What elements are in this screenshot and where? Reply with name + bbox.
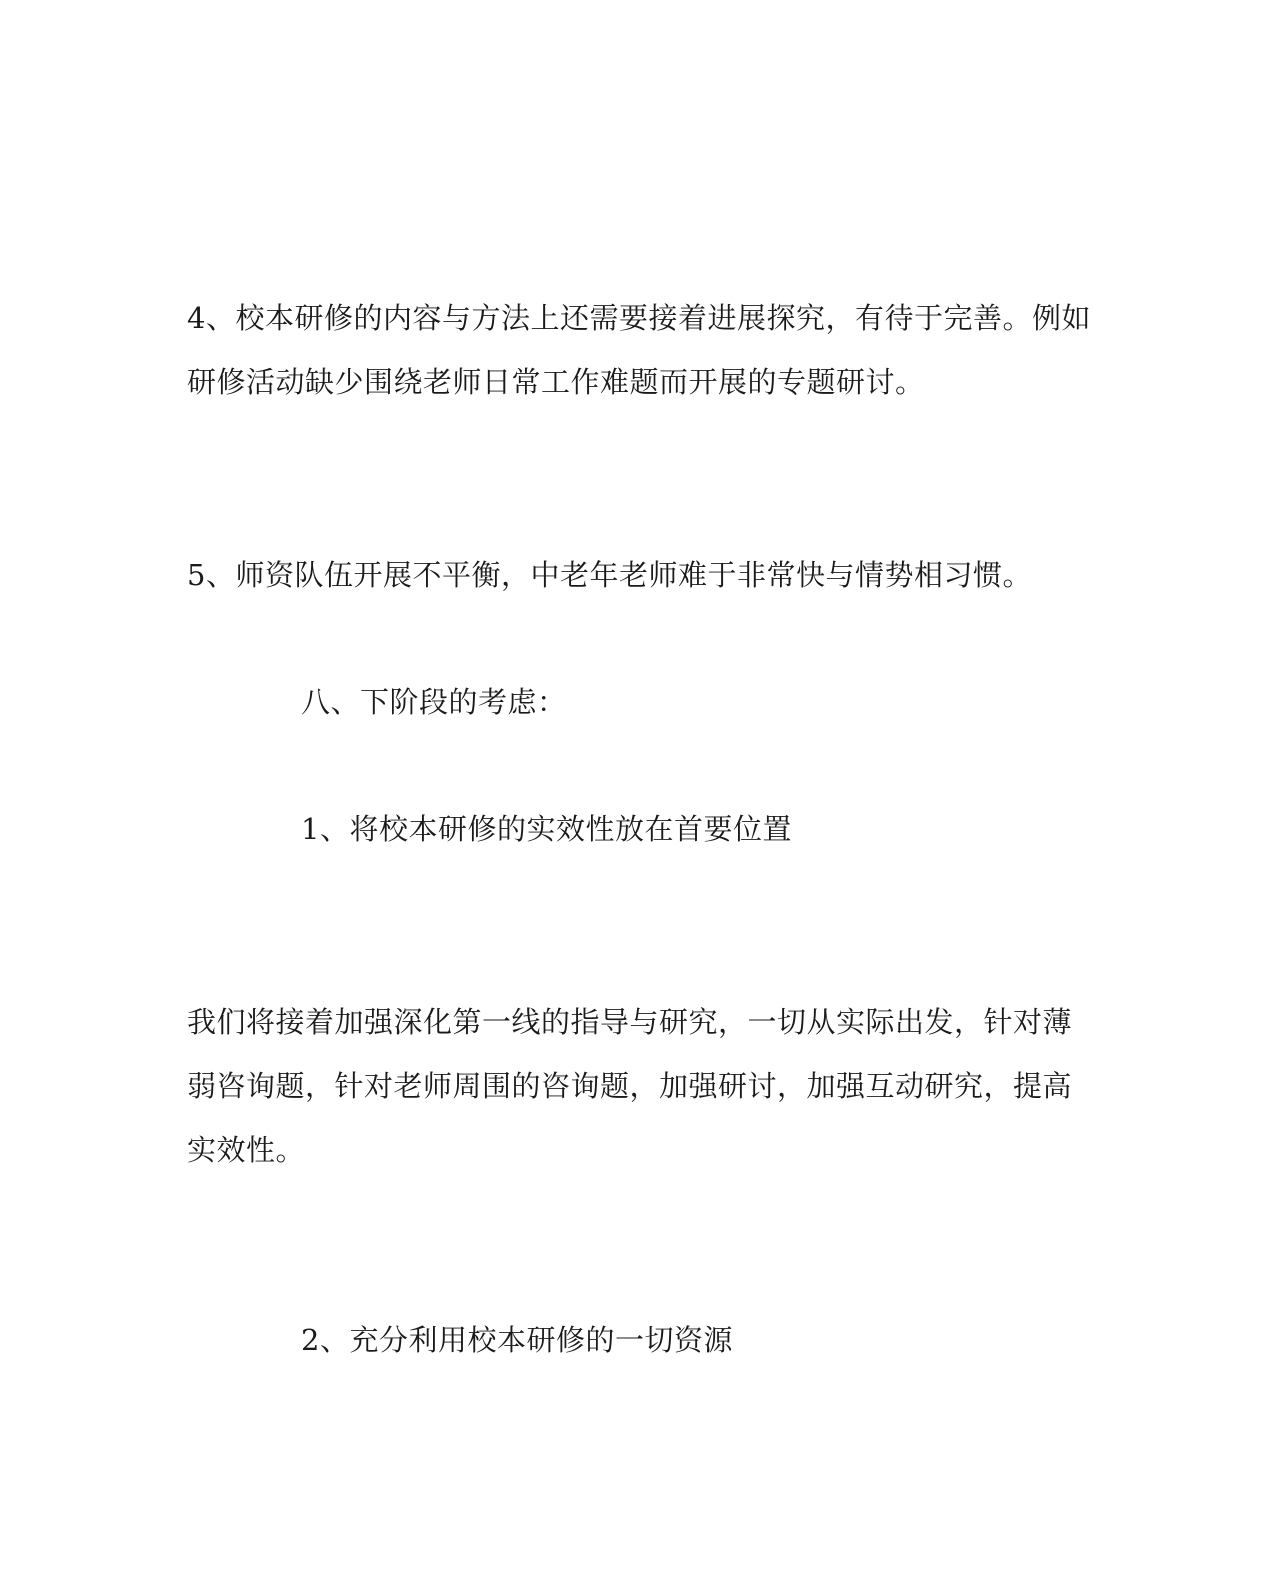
section-heading: 八、下阶段的考虑：: [301, 685, 567, 719]
paragraph-item-1-line-3: 实效性。: [187, 1133, 306, 1167]
item-2-heading: 2、充分利用校本研修的一切资源: [301, 1323, 733, 1357]
item-1-heading: 1、将校本研修的实效性放在首要位置: [301, 812, 792, 846]
paragraph-5-line-1: 5、师资队伍开展不平衡，中老年老师难于非常快与情势相习惯。: [187, 558, 1032, 592]
paragraph-item-1-line-1: 我们将接着加强深化第一线的指导与研究，一切从实际出发，针对薄: [187, 1005, 1073, 1039]
paragraph-4-line-1: 4、校本研修的内容与方法上还需要接着进展探究，有待于完善。例如: [187, 301, 1091, 335]
paragraph-4-line-2: 研修活动缺少围绕老师日常工作难题而开展的专题研讨。: [187, 365, 925, 399]
paragraph-item-1-line-2: 弱咨询题，针对老师周围的咨询题，加强研讨，加强互动研究，提高: [187, 1069, 1073, 1103]
